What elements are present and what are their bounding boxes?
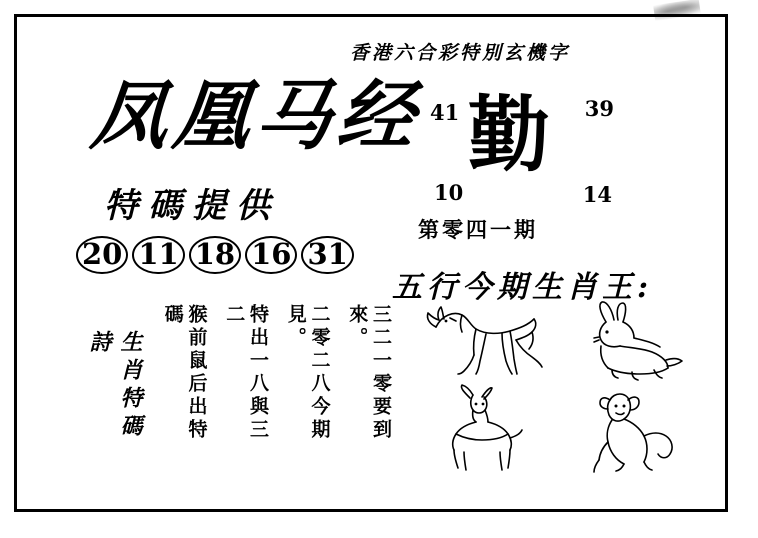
zodiac-animal-goat: [408, 382, 553, 474]
lucky-number: 18: [189, 236, 241, 274]
poem-title: 生肖特碼詩: [86, 330, 143, 442]
header-note: 香港六合彩特別玄機字: [350, 42, 571, 64]
lucky-number: 11: [132, 236, 184, 274]
poem-line: 特出一八與三二: [223, 304, 269, 442]
poem-line: 二零二八今期見。: [284, 304, 331, 442]
corner-number-bottom-left: 10: [434, 180, 464, 205]
zodiac-animal-monkey: [553, 382, 698, 474]
poem-line: 三二一零要到來。: [346, 304, 392, 442]
mystic-character: 勤: [468, 87, 551, 183]
poem-columns: [160, 304, 392, 464]
brand-title: 凤凰马经: [87, 71, 425, 160]
lucky-number: 31: [301, 236, 353, 274]
brand-subtitle: 特碼提供: [104, 186, 280, 226]
monkey-icon: [566, 382, 686, 474]
lucky-number: 20: [76, 236, 128, 274]
goat-icon: [426, 382, 536, 474]
zodiac-animal-grid: [408, 300, 698, 470]
corner-number-top-right: 39: [584, 96, 614, 121]
poem-line: 猴前鼠后出特碼: [161, 304, 208, 442]
zodiac-animal-horse: [408, 300, 553, 382]
corner-number-top-left: 41: [430, 100, 460, 125]
lucky-number: 16: [245, 236, 297, 274]
zodiac-animal-rabbit: [553, 300, 698, 382]
mystic-character-block: [430, 87, 620, 207]
corner-number-bottom-right: 14: [582, 182, 612, 207]
rabbit-icon: [566, 300, 686, 382]
horse-icon: [416, 301, 546, 381]
issue-label: 第零四一期: [418, 217, 538, 242]
lucky-numbers: [76, 236, 354, 274]
zodiac-heading: 五行今期生肖王:: [392, 270, 654, 305]
